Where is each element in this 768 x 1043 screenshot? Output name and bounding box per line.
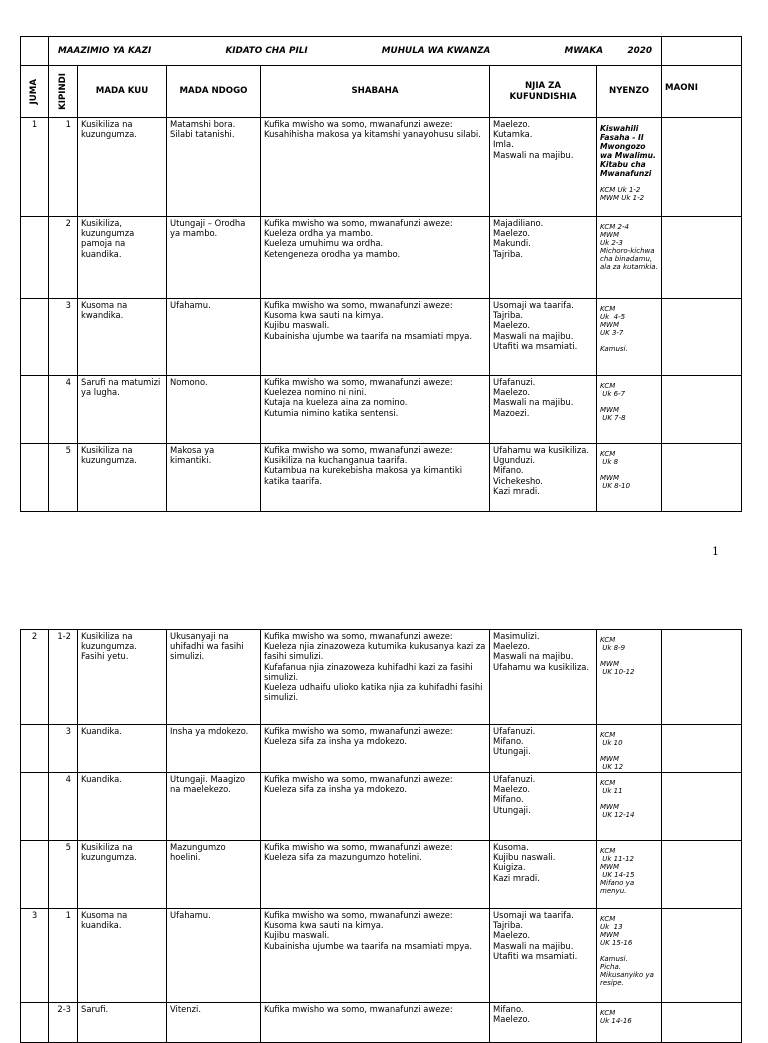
kipindi-cell: 4 — [49, 773, 78, 841]
nyenzo-ref: MWM — [600, 321, 620, 329]
mada-kuu-cell: Kuandika. — [78, 773, 167, 841]
maoni-cell — [662, 444, 742, 512]
njia-cell-line: Mifano. — [493, 1004, 524, 1014]
header-row — [21, 66, 742, 118]
njia-cell-line: Utafiti wa msamiati. — [493, 950, 578, 961]
njia-cell-line: Maswali na majibu. — [493, 651, 574, 662]
njia-cell — [490, 217, 597, 299]
mada-ndogo-cell: Ukusanyaji na uhifadhi wa fasihi simulizi. — [167, 630, 261, 725]
kipindi-cell: 2 — [49, 217, 78, 299]
kipindi-cell: 1-2 — [49, 630, 78, 725]
nyenzo-ref: KCM — [600, 636, 616, 644]
shabaha-cell-line: Kufika mwisho wa somo, mwanafunzi aweze: — [264, 774, 453, 784]
nyenzo-ref: MWM — [600, 231, 620, 239]
njia-cell-line: Maelezo. — [493, 784, 531, 795]
nyenzo-ref: Uk 8 — [600, 458, 619, 466]
shabaha-cell-line: Kufika mwisho wa somo, mwanafunzi aweze: — [264, 1004, 453, 1014]
shabaha-cell-line: Kujibu maswali. — [264, 320, 330, 331]
juma-cell: 1 — [21, 118, 49, 217]
mada-ndogo-cell: Ufahamu. — [167, 299, 261, 376]
nyenzo-ref: KCM — [600, 731, 616, 739]
nyenzo-cell — [597, 725, 662, 773]
juma-cell — [21, 217, 49, 299]
mada-ndogo-cell: Utungaji. Maagizo na maelekezo. — [167, 773, 261, 841]
njia-cell-line: Kusoma. — [493, 842, 529, 852]
njia-cell-line: Ufafanuzi. — [493, 377, 536, 387]
shabaha-cell-line: Kueleza sifa za insha ya mdokezo. — [264, 784, 408, 795]
juma-cell — [21, 1003, 49, 1043]
mada-ndogo-cell: Insha ya mdokezo. — [167, 725, 261, 773]
nyenzo-cell — [597, 1003, 662, 1043]
juma-cell — [21, 841, 49, 909]
njia-cell-line: Mifano. — [493, 794, 524, 805]
nyenzo-ref: UK 7-8 — [600, 414, 626, 422]
maoni-cell — [662, 909, 742, 1003]
njia-cell-line: Ufahamu wa kusikiliza. — [493, 445, 590, 455]
juma-cell — [21, 299, 49, 376]
header-juma: JUMA — [29, 78, 40, 105]
shabaha-cell-line: Kueleza sifa za mazungumzo hotelini. — [264, 852, 422, 863]
njia-cell-line: Mifano. — [493, 465, 524, 476]
shabaha-cell — [261, 773, 490, 841]
table-row — [21, 725, 742, 773]
njia-cell-line: Tajriba. — [493, 248, 524, 259]
shabaha-cell-line: Kueleza sifa za insha ya mdokezo. — [264, 736, 408, 747]
kipindi-cell: 1 — [49, 118, 78, 217]
nyenzo-ref: Uk 14-16 — [600, 1017, 632, 1025]
njia-cell-line: Maswali na majibu. — [493, 330, 574, 341]
kipindi-cell: 5 — [49, 444, 78, 512]
njia-cell-line: Maelezo. — [493, 641, 531, 652]
juma-cell: 2 — [21, 630, 49, 725]
maoni-cell — [662, 118, 742, 217]
kipindi-cell: 5 — [49, 841, 78, 909]
shabaha-cell-line: Kusoma kwa sauti na kimya. — [264, 920, 384, 931]
njia-cell-line: Kuigiza. — [493, 862, 526, 873]
shabaha-cell-line: Kufika mwisho wa somo, mwanafunzi aweze: — [264, 842, 453, 852]
nyenzo-ref: MWM — [600, 660, 620, 668]
shabaha-cell-line: Kueleza njia zinazoweza kutumika kukusanya kazi za fasihi simulizi. — [264, 641, 489, 662]
njia-cell — [490, 725, 597, 773]
nyenzo-ref: MWM — [600, 406, 620, 414]
nyenzo-ref: MWM — [600, 803, 620, 811]
mada-ndogo-cell: Utungaji – Orodha ya mambo. — [167, 217, 261, 299]
njia-cell-line: Makundi. — [493, 238, 531, 249]
shabaha-cell-line: Kutambua na kurekebisha makosa ya kimantiki katika taarifa. — [264, 465, 465, 486]
nyenzo-ref: KCM — [600, 847, 616, 855]
njia-cell-line: Utungaji. — [493, 804, 531, 815]
njia-cell-line: Kazi mradi. — [493, 872, 540, 883]
header-njia: NJIA ZA KUFUNDISHIA — [490, 66, 597, 118]
shabaha-cell-line: Ketengeneza orodha ya mambo. — [264, 248, 401, 259]
nyenzo-cell — [597, 630, 662, 725]
njia-cell-line: Utafiti wa msamiati. — [493, 340, 578, 351]
njia-cell — [490, 376, 597, 444]
shabaha-cell-line: Kueleza udhaifu ulioko katika njia za kuhifadhi fasihi simulizi. — [264, 682, 486, 703]
njia-cell-line: Maelezo. — [493, 1014, 531, 1025]
nyenzo-ref: KCM — [600, 382, 616, 390]
title-muhula: MUHULA WA KWANZA — [381, 45, 491, 56]
maoni-cell — [662, 299, 742, 376]
njia-cell-line: Mifano. — [493, 736, 524, 747]
shabaha-cell-line: Kufika mwisho wa somo, mwanafunzi aweze: — [264, 726, 453, 736]
maoni-cell — [662, 1003, 742, 1043]
njia-cell-line: Ugunduzi. — [493, 455, 536, 466]
njia-cell-line: Maelezo. — [493, 119, 531, 129]
kipindi-cell: 3 — [49, 299, 78, 376]
nyenzo-ref: Kamusi. — [600, 345, 628, 353]
shabaha-cell — [261, 909, 490, 1003]
mada-kuu-cell: Kusikiliza na kuzungumza. — [78, 444, 167, 512]
maoni-cell — [662, 841, 742, 909]
nyenzo-ref: UK 12-14 — [600, 811, 635, 819]
nyenzo-ref: KCM — [600, 915, 616, 923]
njia-cell-line: Ufafanuzi. — [493, 774, 536, 784]
nyenzo-ref: KCM — [600, 305, 616, 313]
nyenzo-book: Kiswahili Fasaha - II Mwongozo wa Mwalimu. Kitabu cha Mwanafunzi — [600, 124, 656, 178]
njia-cell-line: Kazi mradi. — [493, 485, 540, 496]
mada-ndogo-cell: Makosa ya kimantiki. — [167, 444, 261, 512]
nyenzo-ref: MWM — [600, 863, 620, 871]
mada-kuu-cell: Kuandika. — [78, 725, 167, 773]
maoni-cell — [662, 376, 742, 444]
title-kidato: KIDATO CHA PILI — [225, 45, 308, 56]
njia-cell-line: Mazoezi. — [493, 407, 530, 418]
njia-cell — [490, 841, 597, 909]
header-maoni: MAONI — [662, 66, 742, 118]
shabaha-cell-line: Kusahihisha makosa ya kitamshi yanayohusu silabi. — [264, 129, 481, 140]
njia-cell-line: Tajriba. — [493, 310, 524, 321]
njia-cell-line: Maelezo. — [493, 387, 531, 398]
mada-ndogo-cell: Ufahamu. — [167, 909, 261, 1003]
header-nyenzo: NYENZO — [597, 66, 662, 118]
nyenzo-cell — [597, 773, 662, 841]
title-cell — [49, 37, 662, 66]
nyenzo-ref: KCM — [600, 450, 616, 458]
njia-cell-line: Ufafanuzi. — [493, 726, 536, 736]
juma-cell — [21, 376, 49, 444]
njia-cell — [490, 299, 597, 376]
nyenzo-ref: KCM — [600, 779, 616, 787]
njia-cell — [490, 909, 597, 1003]
shabaha-cell — [261, 725, 490, 773]
nyenzo-ref: UK 10-12 — [600, 668, 635, 676]
header-mada-ndogo: MADA NDOGO — [167, 66, 261, 118]
shabaha-cell — [261, 444, 490, 512]
mada-kuu-cell: Kusoma na kuandika. — [78, 909, 167, 1003]
shabaha-cell-line: Kufika mwisho wa somo, mwanafunzi aweze: — [264, 631, 453, 641]
nyenzo-ref: Kamusi. — [600, 955, 628, 963]
njia-cell-line: Usomaji wa taarifa. — [493, 300, 574, 310]
nyenzo-ref: Uk 11-12 — [600, 855, 634, 863]
table-row — [21, 376, 742, 444]
shabaha-cell-line: Kuelezea nomino ni nini. — [264, 387, 367, 398]
njia-cell-line: Utungaji. — [493, 746, 531, 757]
juma-cell — [21, 444, 49, 512]
nyenzo-ref: Uk 11 — [600, 787, 623, 795]
shabaha-cell-line: Kubainisha ujumbe wa taarifa na msamiati mpya. — [264, 330, 473, 341]
shabaha-cell-line: Kusikiliza na kuchanganua taarifa. — [264, 455, 408, 466]
njia-cell-line: Imla. — [493, 139, 514, 150]
njia-cell-line: Maelezo. — [493, 930, 531, 941]
maoni-cell — [662, 217, 742, 299]
title-mwaka-label: MWAKA — [564, 45, 604, 56]
table-row — [21, 909, 742, 1003]
nyenzo-ref: MWM Uk 1-2 — [600, 194, 645, 202]
mada-ndogo-cell: Matamshi bora. Silabi tatanishi. — [167, 118, 261, 217]
page-1-rows — [21, 118, 742, 512]
nyenzo-cell — [597, 444, 662, 512]
njia-cell-line: Kujibu naswali. — [493, 852, 556, 863]
nyenzo-cell — [597, 909, 662, 1003]
header-shabaha: SHABAHA — [261, 66, 490, 118]
njia-cell — [490, 118, 597, 217]
title-maazimio: MAAZIMIO YA KAZI — [58, 45, 152, 56]
nyenzo-cell — [597, 118, 662, 217]
kipindi-cell: 3 — [49, 725, 78, 773]
mada-kuu-cell: Kusikiliza na kuzungumza. — [78, 118, 167, 217]
maoni-cell — [662, 630, 742, 725]
shabaha-cell-line: Kufika mwisho wa somo, mwanafunzi aweze: — [264, 119, 453, 129]
shabaha-cell — [261, 841, 490, 909]
title-mwaka: 2020 — [627, 45, 653, 56]
shabaha-cell-line: Kujibu maswali. — [264, 930, 330, 941]
header-mada-kuu: MADA KUU — [78, 66, 167, 118]
njia-cell — [490, 773, 597, 841]
njia-cell-line: Maswali na majibu. — [493, 397, 574, 408]
njia-cell-line: Vichekesho. — [493, 475, 543, 486]
nyenzo-ref: MWM — [600, 931, 620, 939]
shabaha-cell — [261, 1003, 490, 1043]
table-row — [21, 299, 742, 376]
maoni-cell — [662, 773, 742, 841]
shabaha-cell-line: Kufika mwisho wa somo, mwanafunzi aweze: — [264, 445, 453, 455]
page-number: 1 — [712, 545, 719, 558]
kipindi-cell: 4 — [49, 376, 78, 444]
nyenzo-ref: Uk 8-9 — [600, 644, 626, 652]
table-row — [21, 1003, 742, 1043]
shabaha-cell-line: Kutumia nimino katika sentensi. — [264, 407, 399, 418]
nyenzo-ref: KCM — [600, 1009, 616, 1017]
shabaha-cell-line: Kutaja na kueleza aina za nomino. — [264, 397, 408, 408]
nyenzo-ref: Uk 13 — [600, 923, 623, 931]
nyenzo-ref: Mifano ya menyu. — [600, 879, 637, 895]
nyenzo-cell — [597, 217, 662, 299]
mada-kuu-cell: Sarufi. — [78, 1003, 167, 1043]
nyenzo-cell — [597, 376, 662, 444]
kipindi-cell: 1 — [49, 909, 78, 1003]
table-row — [21, 444, 742, 512]
table-row — [21, 118, 742, 217]
njia-cell — [490, 630, 597, 725]
njia-cell — [490, 444, 597, 512]
juma-cell — [21, 773, 49, 841]
shabaha-cell-line: Kueleza ordha ya mambo. — [264, 228, 374, 239]
njia-cell-line: Maswali na majibu. — [493, 940, 574, 951]
njia-cell-line: Kutamka. — [493, 129, 533, 140]
title-row — [21, 37, 742, 66]
njia-cell-line: Masimulizi. — [493, 631, 540, 641]
nyenzo-cell — [597, 299, 662, 376]
njia-cell — [490, 1003, 597, 1043]
shabaha-cell — [261, 630, 490, 725]
nyenzo-ref: Uk 4-5 — [600, 313, 626, 321]
shabaha-cell — [261, 118, 490, 217]
nyenzo-ref: UK 15-16 — [600, 939, 633, 947]
mada-kuu-cell: Kusoma na kwandika. — [78, 299, 167, 376]
page-2-rows — [21, 630, 742, 1043]
shabaha-cell-line: Kusoma kwa sauti na kimya. — [264, 310, 384, 321]
table-row — [21, 841, 742, 909]
shabaha-cell-line: Kufika mwisho wa somo, mwanafunzi aweze: — [264, 910, 453, 920]
shabaha-cell — [261, 299, 490, 376]
nyenzo-ref: UK 12 — [600, 763, 624, 771]
nyenzo-ref: KCM 2-4 — [600, 223, 629, 231]
shabaha-cell — [261, 217, 490, 299]
nyenzo-ref: UK 3-7 — [600, 329, 624, 337]
mada-ndogo-cell: Mazungumzo hoelini. — [167, 841, 261, 909]
njia-cell-line: Majadiliano. — [493, 218, 544, 228]
njia-cell-line: Maelezo. — [493, 320, 531, 331]
njia-cell-line: Maswali na majibu. — [493, 149, 574, 160]
juma-cell — [21, 725, 49, 773]
njia-cell-line: Usomaji wa taarifa. — [493, 910, 574, 920]
shabaha-cell-line: Kueleza umuhimu wa ordha. — [264, 238, 384, 249]
mada-ndogo-cell: Vitenzi. — [167, 1003, 261, 1043]
kipindi-cell: 2-3 — [49, 1003, 78, 1043]
njia-cell-line: Ufahamu wa kusikiliza. — [493, 661, 590, 672]
shabaha-cell-line: Kufika mwisho wa somo, mwanafunzi aweze: — [264, 377, 453, 387]
juma-cell: 3 — [21, 909, 49, 1003]
njia-cell-line: Tajriba. — [493, 920, 524, 931]
mada-kuu-cell: Kusikiliza, kuzungumza pamoja na kuandika. — [78, 217, 167, 299]
nyenzo-ref: Mikusanyiko ya resipe. — [600, 971, 657, 987]
header-kipindi: KIPINDI — [57, 73, 68, 110]
mada-kuu-cell: Sarufi na matumizi ya lugha. — [78, 376, 167, 444]
nyenzo-ref: Uk 10 — [600, 739, 623, 747]
table-row — [21, 217, 742, 299]
shabaha-cell-line: Kubainisha ujumbe wa taarifa na msamiati mpya. — [264, 940, 473, 951]
shabaha-cell-line: Kufika mwisho wa somo, mwanafunzi aweze: — [264, 218, 453, 228]
nyenzo-ref: Michoro-kichwa cha binadamu, ala za kutamkia. — [600, 247, 658, 271]
nyenzo-ref: UK 8-10 — [600, 482, 631, 490]
njia-cell-line: Maelezo. — [493, 228, 531, 239]
shabaha-cell-line: Kufika mwisho wa somo, mwanafunzi aweze: — [264, 300, 453, 310]
nyenzo-ref: MWM — [600, 755, 620, 763]
nyenzo-ref: Picha. — [600, 963, 621, 971]
nyenzo-cell — [597, 841, 662, 909]
table-row — [21, 773, 742, 841]
mada-kuu-cell: Kusikiliza na kuzungumza. — [78, 841, 167, 909]
nyenzo-ref: KCM Uk 1-2 — [600, 186, 641, 194]
nyenzo-ref: Uk 2-3 — [600, 239, 623, 247]
nyenzo-ref: Uk 6-7 — [600, 390, 626, 398]
maoni-cell — [662, 725, 742, 773]
mada-ndogo-cell: Nomono. — [167, 376, 261, 444]
shabaha-cell — [261, 376, 490, 444]
mada-kuu-cell: Kusikiliza na kuzungumza. Fasihi yetu. — [78, 630, 167, 725]
nyenzo-ref: UK 14-15 — [600, 871, 635, 879]
scheme-table-page-1 — [20, 36, 742, 512]
table-row — [21, 630, 742, 725]
scheme-table-page-2 — [20, 629, 742, 1043]
nyenzo-ref: MWM — [600, 474, 620, 482]
shabaha-cell-line: Kufafanua njia zinazoweza kuhifadhi kazi za fasihi simulizi. — [264, 661, 476, 682]
